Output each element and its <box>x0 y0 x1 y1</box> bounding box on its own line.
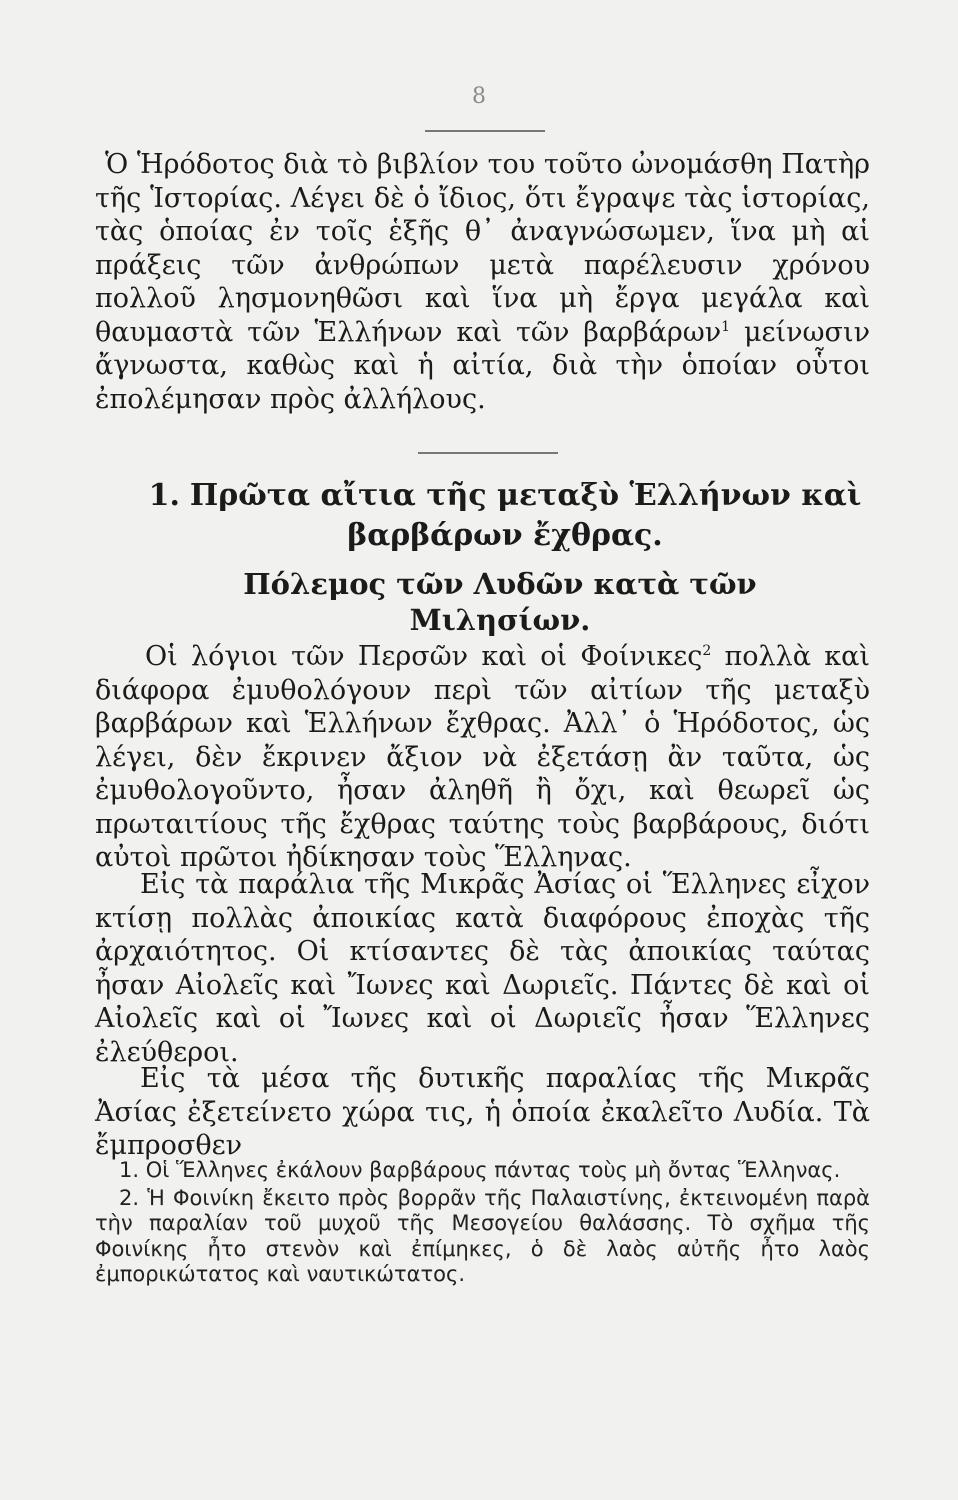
section-divider <box>418 452 558 454</box>
footnotes <box>95 1158 870 1290</box>
footnote-1: 1. Οἱ Ἕλληνες ἐκάλουν βαρβάρους πάντας τοὺς μὴ ὄντας Ἕλληνας. <box>119 1158 841 1182</box>
footnote-marker-1: 1 <box>721 318 731 335</box>
intro-paragraph <box>95 148 870 416</box>
section-heading <box>140 476 870 556</box>
section-number: 1. <box>148 478 180 513</box>
paragraph-sources-continued: πολλὰ καὶ διάφορα ἐμυθολόγουν περὶ τῶν αἰτίων τῆς μεταξὺ βαρβάρων καὶ Ἑλλήνων ἔχθρας. Ἀλλ᾽ ὁ Ἡρόδοτος, ὡς λέγει, δὲν ἔκρινεν ἄξιον νὰ ἐξετάσῃ ἂν ταῦτα, ὡς ἐμυθολογοῦντο, ἦσαν ἀληθῆ ἢ ὄχι, καὶ θεωρεῖ ὡς πρωταιτίους τῆς ἔχθρας ταύτης τοὺς βαρβάρους, διότι αὐτοὶ πρῶτοι ἠδίκησαν τοὺς Ἕλληνας. <box>95 641 870 873</box>
paragraph-lydia: Εἰς τὰ μέσα τῆς δυτικῆς παραλίας τῆς Μικρᾶς Ἀσίας ἐξετείνετο χώρα τις, ἡ ὁποία ἐκαλεῖτο Λυδία. Τὰ ἔμπροσθεν <box>95 1063 870 1161</box>
section-subheading: Πόλεμος τῶν Λυδῶν κατὰ τῶν Μιλησίων. <box>243 567 757 637</box>
footnote-marker-2: 2 <box>702 643 712 659</box>
page-number: 8 <box>472 84 486 109</box>
intro-text-continued: μείνωσιν ἄγνωστα, καθὼς καὶ ἡ αἰτία, διὰ τὴν ὁποίαν οὗτοι ἐπολέμησαν πρὸς ἀλλήλους. <box>95 316 870 415</box>
paragraph-sources-text: Οἱ λόγιοι τῶν Περσῶν καὶ οἱ Φοίνικες <box>145 641 703 672</box>
paragraph-sources <box>95 640 870 875</box>
intro-text: Ὁ Ἡρόδοτος διὰ τὸ βιβλίον του τοῦτο ὠνομάσθη Πατὴρ τῆς Ἱστορίας. Λέγει δὲ ὁ ἴδιος, ὅτι ἔγραψε τὰς ἱστορίας, τὰς ὁποίας ἐν τοῖς ἑξῆς θ᾽ ἀναγνώσωμεν, ἵνα μὴ αἱ πράξεις τῶν ἀνθρώπων μετὰ παρέλευσιν χρόνου πολλοῦ λησμονηθῶσι καὶ ἵνα μὴ ἔργα μεγάλα καὶ θαυμαστὰ τῶν Ἑλλήνων καὶ τῶν βαρβάρων <box>95 149 870 348</box>
footnote-2: 2. Ἡ Φοινίκη ἔκειτο πρὸς βορρᾶν τῆς Παλαιστίνης, ἐκτεινομένη παρὰ τὴν παραλίαν τοῦ μυχοῦ τῆς Μεσογείου θαλάσσης. Τὸ σχῆμα τῆς Φοινίκης ἦτο στενὸν καὶ ἐπίμηκες, ὁ δὲ λαὸς αὐτῆς ἦτο λαὸς ἐμπορικώτατος καὶ ναυτικώτατος. <box>95 1185 870 1286</box>
section-title: Πρῶτα αἴτια τῆς μεταξὺ Ἑλλήνων καὶ βαρβάρων ἔχθρας. <box>189 478 862 553</box>
top-divider <box>425 130 545 132</box>
paragraph-colonies: Εἰς τὰ παράλια τῆς Μικρᾶς Ἀσίας οἱ Ἕλληνες εἶχον κτίσῃ πολλὰς ἀποικίας κατὰ διαφόρους ἐποχὰς τῆς ἀρχαιότητος. Οἱ κτίσαντες δὲ τὰς ἀποικίας ταύτας ἦσαν Αἰολεῖς καὶ Ἴωνες καὶ Δωριεῖς. Πάντες δὲ καὶ οἱ Αἰολεῖς καὶ οἱ Ἴωνες καὶ οἱ Δωριεῖς ἦσαν Ἕλληνες ἐλεύθεροι. <box>95 869 870 1068</box>
